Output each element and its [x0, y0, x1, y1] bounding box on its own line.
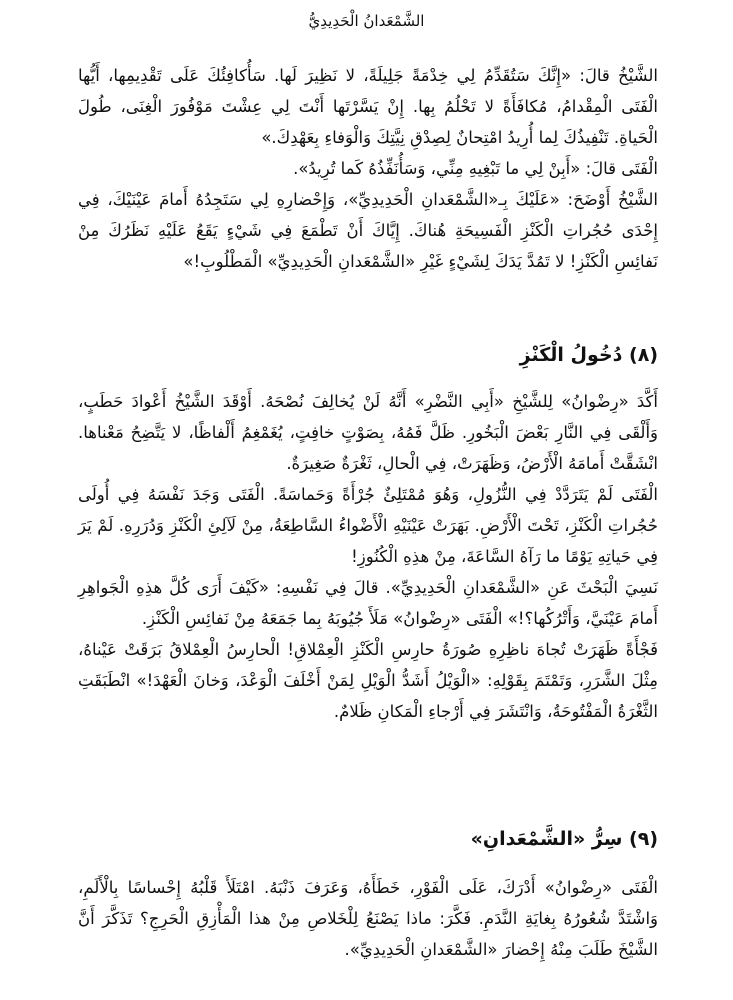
- paragraph: الْفَتَى لَمْ يَتَرَدَّدْ فِي النُّزُولِ، وَهُوَ مُمْتَلِئٌ جُرْأَةً وَحَماسَةً. الْفَتَى وَجَدَ نَفْسَهُ فِي أُولَى حُجُراتِ الْكَنْزِ، تَحْتَ الْأَرْضِ. بَهَرَتْ عَيْنَيْهِ الْأَضْواءُ السَّاطِعَةُ، مِنْ لَآلِئِ الْكَنْزِ وَدُرَرِهِ. لَمْ يَرَ فِي حَياتِهِ يَوْمًا ما رَآهُ السَّاعَةَ، مِنْ هذِهِ الْكُنُوزِ!: [78, 485, 658, 566]
- section-heading-8: (٨) دُخُولُ الْكَنْزِ: [519, 344, 658, 366]
- paragraph: الْفَتَى قالَ: «أَبِنْ لِي ما تَبْغِيهِ مِنِّي، وَسَأُنَفِّذُهُ كَما تُرِيدُ».: [293, 159, 658, 178]
- running-header: الشَّمْعَدانُ الْحَدِيدِيُّ: [308, 12, 425, 30]
- paragraph: نَسِيَ الْبَحْثَ عَنِ «الشَّمْعَدانِ الْحَدِيدِيِّ». قالَ فِي نَفْسِهِ: «كَيْفَ أَرَى كُلَّ هذِهِ الْجَواهِرِ أَمامَ عَيْنَيَّ، وَأَتْرُكُها؟!» الْفَتَى «رِضْوانُ» مَلَأَ جُيُوبَهُ بِما جَمَعَهُ مِنْ نَفائِسِ الْكَنْزِ.: [78, 578, 658, 628]
- paragraph: أَكَّدَ «رِضْوانُ» لِلشَّيْخِ «أَبِي النَّضْرِ» أَنَّهُ لَنْ يُخالِفَ نُصْحَهُ. أَوْقَدَ الشَّيْخُ أَعْوادَ حَطَبٍ، وَأَلْقَى فِي النَّارِ بَعْضَ الْبَخُورِ. ظَلَّ فَمُهُ، بِصَوْتٍ خافِتٍ، يُغَمْغِمُ أَلْفاظًا، لا يَتَّضِحُ مَعْناها. انْشَقَّتْ أَمامَهُ الْأَرْضُ، وَظَهَرَتْ، فِي الْحالِ، ثَغْرَةٌ صَغِيرَةٌ.: [78, 392, 658, 473]
- paragraph: الشَّيْخُ قالَ: «إِنَّكَ سَتُقَدِّمُ لِي خِدْمَةً جَلِيلَةً، لا نَظِيرَ لَها. سَأُكافِئُكَ عَلَى تَقْدِيمِها، أَيُّها الْفَتَى الْمِقْدامُ، مُكافَأَةً لا تَحْلُمُ بِها. إِنْ يَسَّرْتَها أَنْتَ لِي عِشْتَ مَوْفُورَ الْغِنَى، طُولَ الْحَياةِ. تَنْفِيذُكَ لِما أُرِيدُ امْتِحانٌ لِصِدْقِ نِيَّتِكَ وَالْوَفاءِ بِعَهْدِكَ.»: [78, 66, 658, 147]
- paragraph: الشَّيْخُ أَوْضَحَ: «عَلَيْكَ بِـ«الشَّمْعَدانِ الْحَدِيدِيِّ»، وَإِحْضارِهِ لِي سَتَجِدُهُ أَمامَ عَيْنَيْكَ، فِي إِحْدَى حُجُراتِ الْكَنْزِ الْفَسِيحَةِ هُناكَ. إِيَّاكَ أَنْ تَطْمَعَ فِي شَيْءٍ يَقَعُ عَلَيْهِ نَظَرُكَ مِنْ نَفائِسِ الْكَنْزِ! لا تَمُدَّ يَدَكَ لِشَيْءٍ غَيْرِ «الشَّمْعَدانِ الْحَدِيدِيِّ» الْمَطْلُوبِ!»: [78, 190, 658, 271]
- section-heading-9: (٩) سِرُّ «الشَّمْعَدانِ»: [470, 828, 658, 850]
- opening-text-block: [78, 60, 658, 277]
- paragraph: فَجْأَةً ظَهَرَتْ تُجاهَ ناظِرِهِ صُورَةُ حارِسِ الْكَنْزِ الْعِمْلاقِ! الْحارِسُ الْعِمْلاقُ بَرَقَتْ عَيْناهُ، مِثْلَ الشَّرَرِ، وَتَمْتَمَ بِقَوْلِهِ: «الْوَيْلُ أَشَدُّ الْوَيْلِ لِمَنْ أَخْلَفَ الْوَعْدَ، وَخانَ الْعَهْدَ!» انْطَبَقَتِ الثَّغْرَةُ الْمَفْتُوحَةُ، وَانْتَشَرَ فِي أَرْجاءِ الْمَكانِ ظَلامٌ.: [78, 640, 658, 721]
- paragraph: الْفَتَى «رِضْوانُ» أَدْرَكَ، عَلَى الْفَوْرِ، خَطَأَهُ، وَعَرَفَ ذَنْبَهُ. امْتَلَأَ قَلْبُهُ إِحْساسًا بِالْأَلَمِ، وَاشْتَدَّ شُعُورُهُ بِغايَةِ النَّدَمِ. فَكَّرَ: ماذا يَصْنَعُ لِلْخَلاصِ مِنْ هذا الْمَأْزِقِ الْحَرِجِ؟ تَذَكَّرَ أَنَّ الشَّيْخَ طَلَبَ مِنْهُ إِحْضارَ «الشَّمْعَدانِ الْحَدِيدِيِّ».: [78, 878, 658, 959]
- section-8-text-block: [78, 386, 658, 727]
- section-9-text-block: [78, 872, 658, 965]
